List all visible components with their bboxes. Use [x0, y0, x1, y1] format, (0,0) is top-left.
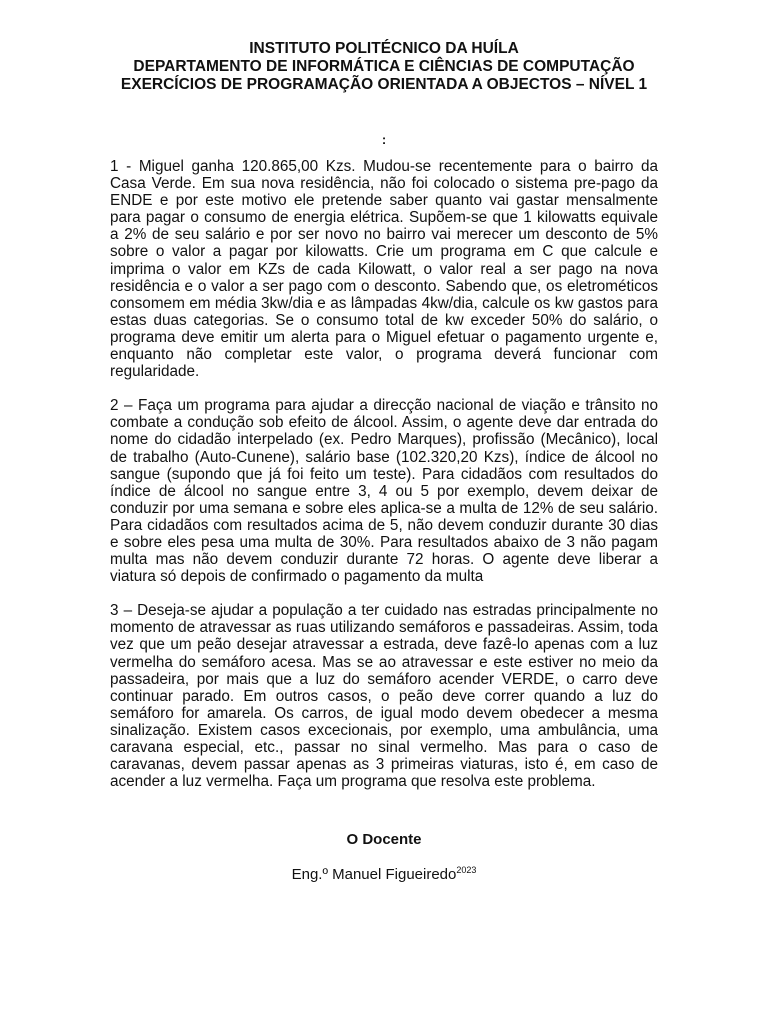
exercise-2: 2 – Faça um programa para ajudar a direcção nacional de viação e trânsito no combate a condução sob efeito de álcool. Assim, o agente deve dar entrada do nome do cidadão interpelado (ex. Pedro Marques), profissão (Mecânico), local de trabalho (Auto-Cunene), salário base (102.320,20 Kzs), índice de álcool no sangue (supondo que já foi feito um teste). Para cidadãos com resultados do índice de álcool no sangue entre 3, 4 ou 5 por exemplo, devem deixar de conduzir por uma semana e sobre eles aplica-se a multa de 12% de seu salário. Para cidadãos com resultados acima de 5, não devem conduzir durante 30 dias e sobre eles pesa uma multa de 30%. Para resultados abaixo de 3 não pagam multa mas não devem conduzir durante 72 horas. O agente deve liberar a viatura só depois de confirmado o pagamento da multa [110, 397, 658, 586]
department-title: DEPARTAMENTO DE INFORMÁTICA E CIÊNCIAS DE COMPUTAÇÃO [133, 58, 635, 75]
signature-title: O Docente [346, 831, 422, 848]
separator-mark: : [381, 132, 387, 147]
signature-year: 2023 [456, 865, 477, 875]
exercise-list [110, 158, 658, 807]
exercise-3: 3 – Deseja-se ajudar a população a ter cuidado nas estradas principalmente no momento de atravessar as ruas utilizando semáforos e passadeiras. Assim, toda vez que um peão desejar atravessar a estrada, deve fazê-lo apenas com a luz vermelha do semáforo acesa. Mas se ao atravessar e este estiver no meio da passadeira, por mais que a luz do semáforo acender VERDE, o carro deve continuar parado. Em outros casos, o peão deve correr quando a luz do semáforo for amarela. Os carros, de igual modo devem obedecer a mesma sinalização. Existem casos excecionais, por exemplo, uma ambulância, uma caravana especial, etc., passar no sinal vermelho. Mas para o caso de caravanas, devem passar apenas as 3 primeiras viaturas, isto é, em caso de acender a luz vermelha. Faça um programa que resolva este problema. [110, 602, 658, 791]
document-header [0, 40, 768, 94]
signature-block [0, 866, 768, 883]
signature-name: Eng.º Manuel Figueiredo [291, 866, 457, 883]
institution-title: INSTITUTO POLITÉCNICO DA HUÍLA [249, 40, 519, 57]
exercise-1: 1 - Miguel ganha 120.865,00 Kzs. Mudou-se recentemente para o bairro da Casa Verde. Em sua nova residência, não foi colocado o sistema pre-pago da ENDE e por este motivo ele pretende saber quanto vai gastar mensalmente para pagar o consumo de energia elétrica. Supõem-se que 1 kilowatts equivale a 2% de seu salário e por ser novo no bairro vai merecer um desconto de 5% sobre o valor a pagar por kilowatts. Crie um programa em C que calcule e imprima o valor em KZs de cada Kilowatt, o valor real a ser pago na nova residência e o valor a ser pago com o desconto. Sabendo que, os eletrométicos consomem em média 3kw/dia e as lâmpadas 4kw/dia, calcule os kw gastos para estas duas categorias. Se o consumo total de kw exceder 50% do salário, o programa deve emitir um alerta para o Miguel efetuar o pagamento urgente e, enquanto não completar este valor, o programa deverá funcionar com regularidade. [110, 158, 658, 381]
subject-title: EXERCÍCIOS DE PROGRAMAÇÃO ORIENTADA A OBJECTOS – NÍVEL 1 [120, 76, 648, 93]
